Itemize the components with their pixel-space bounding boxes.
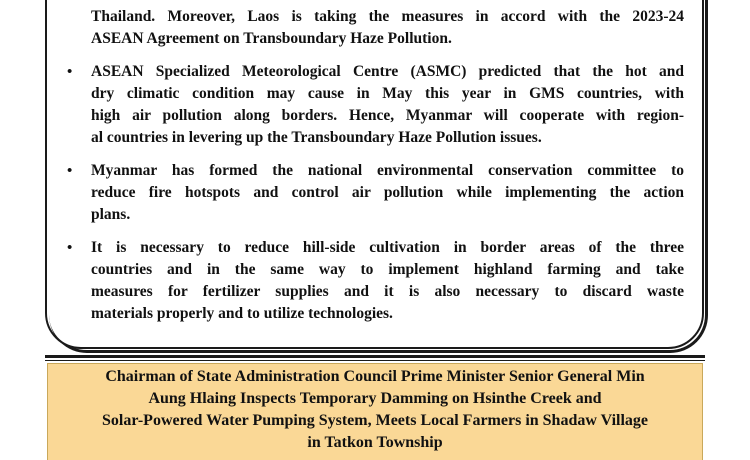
paragraph-line: reduce fire hotspots and control air pollution while implementing the action xyxy=(91,184,684,201)
paragraph-line: materials properly and to utilize technologies. xyxy=(91,305,393,322)
headline-line: in Tatkon Township xyxy=(307,434,443,451)
paragraph-line: measures for fertilizer supplies and it is also necessary to discard waste xyxy=(91,283,684,300)
paragraph-line: It is necessary to reduce hill-side cultivation in border areas of the three xyxy=(91,239,684,256)
paragraph-line: high air pollution along borders. Hence, Myanmar will cooperate with region- xyxy=(91,107,684,124)
section-divider-thick xyxy=(45,355,705,358)
paragraph-line: dry climatic condition may cause in May this year in GMS countries, with xyxy=(91,85,684,102)
bullet-marker: • xyxy=(67,163,73,179)
headline-line: Solar-Powered Water Pumping System, Meets Local Farmers in Shadaw Village xyxy=(101,412,649,429)
paragraph-line: Myanmar has formed the national environmental conservation committee to xyxy=(91,162,684,179)
bullet-marker: • xyxy=(67,240,73,256)
section-divider-thin xyxy=(45,360,705,361)
paragraph-line: ASEAN Agreement on Transboundary Haze Pollution. xyxy=(91,30,452,47)
bullet-marker: • xyxy=(67,64,73,80)
headline-line: Chairman of State Administration Council Prime Minister Senior General Min xyxy=(105,368,645,385)
headline-line: Aung Hlaing Inspects Temporary Damming on Hsinthe Creek and xyxy=(148,390,602,407)
paragraph-line: ASEAN Specialized Meteorological Centre (ASMC) predicted that the hot and xyxy=(91,63,684,80)
paragraph-line: Thailand. Moreover, Laos is taking the measures in accord with the 2023-24 xyxy=(91,8,684,25)
news-headline-box xyxy=(47,363,703,460)
paragraph-line: plans. xyxy=(91,206,131,223)
paragraph-line: countries and in the same way to implement highland farming and take xyxy=(91,261,684,278)
paragraph-line: al countries in levering up the Transboundary Haze Pollution issues. xyxy=(91,129,542,146)
